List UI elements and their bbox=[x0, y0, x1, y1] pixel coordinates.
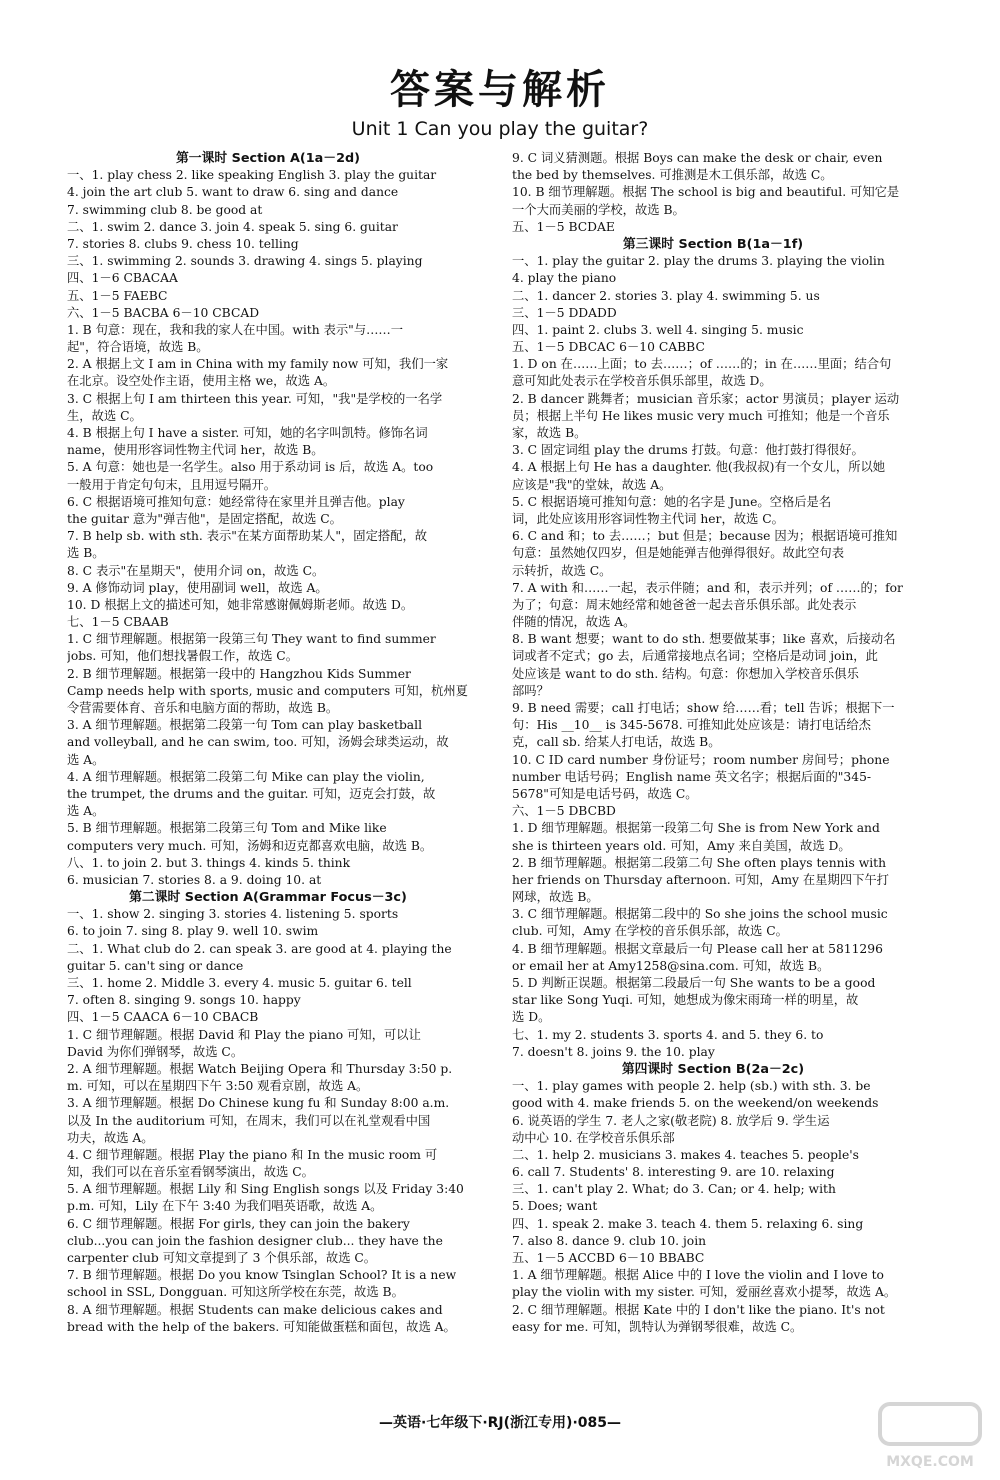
answer-line: 5. A 句意：她也是一名学生。also 用于系动词 is 后，故选 A。too bbox=[67, 460, 434, 475]
answer-line: 五、1－5 ACCBD 6－10 BBABC bbox=[512, 1251, 705, 1265]
answer-line: play the violin with my sister. 可知，爱丽丝喜欢小提琴，故选 A。 bbox=[512, 1285, 897, 1300]
answer-line: 2. A 细节理解题。根据 Watch Beijing Opera 和 Thursday 3:50 p. bbox=[67, 1061, 453, 1076]
answer-line: club. 可知，Amy 在学校的音乐俱乐部，故选 C。 bbox=[512, 924, 788, 939]
answer-line: the trumpet, the drums and the guitar. 可知，迈克会打鼓，故 bbox=[67, 786, 436, 801]
answer-line: 1. C 细节理解题。根据 David 和 Play the piano 可知，可以让 bbox=[67, 1027, 421, 1042]
answer-line: 6. to join 7. sing 8. play 9. well 10. swim bbox=[67, 924, 319, 939]
answer-line: 10. B 细节理解题。根据 The school is big and beautiful. 可知它是 bbox=[512, 185, 900, 200]
answer-line: 3. A 细节理解题。根据 Do Chinese kung fu 和 Sunday 8:00 a.m. bbox=[67, 1096, 450, 1111]
answer-line: 3. A 细节理解题。根据第二段第一句 Tom can play basketball bbox=[67, 718, 423, 733]
answer-line: 七、1. my 2. students 3. sports 4. and 5. they 6. to bbox=[512, 1027, 824, 1042]
answer-line: 家，故选 B。 bbox=[512, 426, 587, 440]
answer-line: star like Song Yuqi. 可知，她想成为像宋雨琦一样的明星，故 bbox=[512, 993, 859, 1008]
answer-line: 1. A 细节理解题。根据 Alice 中的 I love the violin and I love to bbox=[512, 1268, 884, 1283]
answer-line: 7. A with 和……一起，表示伴随；and 和，表示并列；of ……的；for bbox=[512, 580, 903, 595]
answer-line: p.m. 可知，Lily 在下午 3:40 为我们唱英语歌，故选 A。 bbox=[67, 1199, 383, 1214]
answer-line: easy for me. 可知，凯特认为弹钢琴很难，故选 C。 bbox=[512, 1319, 803, 1334]
answer-line: 二、1. help 2. musicians 3. makes 4. teaches 5. people's bbox=[512, 1147, 859, 1162]
answer-line: 6. call 7. Students' 8. interesting 9. are 10. relaxing bbox=[512, 1165, 835, 1180]
answer-line: 8. A 细节理解题。根据 Students can make delicious cakes and bbox=[67, 1302, 443, 1317]
answer-line: 一般用于肯定句句末，且用逗号隔开。 bbox=[67, 477, 277, 492]
answer-line: good with 4. make friends 5. on the weekend/on weekends bbox=[512, 1096, 879, 1111]
answer-line: 选 A。 bbox=[67, 752, 105, 767]
answer-line: 三、1. can't play 2. What; do 3. Can; or 4. help; with bbox=[512, 1182, 836, 1197]
answer-line: 1. B 句意：现在，我和我的家人在中国。with 表示"与……一 bbox=[67, 322, 404, 337]
answer-line: 选 D。 bbox=[512, 1010, 551, 1025]
answer-line: 生，故选 C。 bbox=[67, 408, 142, 423]
answer-line: 9. A 修饰动词 play，使用副词 well，故选 A。 bbox=[67, 580, 328, 595]
answer-line: 4. C 细节理解题。根据 Play the piano 和 In the music room 可 bbox=[67, 1147, 438, 1162]
answer-line: 意可知此处表示在学校音乐俱乐部里，故选 D。 bbox=[512, 374, 772, 389]
answer-line: 9. C 词义猜测题。根据 Boys can make the desk or chair, even bbox=[512, 151, 883, 165]
answer-line: 处应该是 want to do sth. 结构。句意：你想加入学校音乐俱乐 bbox=[512, 666, 859, 681]
answer-line: 二、1. swim 2. dance 3. join 4. speak 5. sing 6. guitar bbox=[67, 219, 398, 234]
answer-line: her friends on Thursday afternoon. 可知，Amy 在星期四下午打 bbox=[512, 872, 889, 887]
answer-line: 6. C and 和；to 去……；but 但是；because 因为；根据语境可推知 bbox=[512, 529, 898, 544]
watermark-text: MXQE.COM bbox=[886, 1454, 974, 1470]
answer-line: 员；根据上半句 He likes music very much 可推知；他是一个音乐 bbox=[512, 408, 890, 423]
answer-line: 句：His __10__ is 345-5678. 可推知此处应该是：请打电话给杰 bbox=[512, 718, 871, 733]
section-heading: 第四课时 Section B(2a－2c) bbox=[621, 1061, 805, 1077]
answer-line: 9. B need 需要；call 打电话；show 给……看；tell 告诉；根据下一 bbox=[512, 701, 895, 715]
answer-line: 在北京。设空处作主语，使用主格 we，故选 A。 bbox=[67, 374, 336, 389]
answer-line: or email her at Amy1258@sina.com. 可知，故选 B。 bbox=[512, 958, 830, 973]
answer-line: 五、1－5 BCDAE bbox=[512, 219, 615, 234]
answer-line: 六、1－5 DBCBD bbox=[512, 804, 616, 819]
answer-line: 网球，故选 B。 bbox=[512, 890, 599, 905]
answer-line: 4. A 根据上句 He has a daughter. 他(我叔叔)有一个女儿，所以她 bbox=[512, 460, 886, 475]
answer-line: 一、1. play games with people 2. help (sb.) with sth. 3. be bbox=[512, 1079, 871, 1094]
answer-line: 一、1. show 2. singing 3. stories 4. listening 5. sports bbox=[67, 907, 399, 922]
answer-line: 起"，符合语境，故选 B。 bbox=[67, 340, 209, 355]
answer-line: 二、1. dancer 2. stories 3. play 4. swimming 5. us bbox=[512, 288, 820, 303]
answer-line: 一个大而美丽的学校，故选 B。 bbox=[512, 202, 685, 217]
answer-line: 4. B 细节理解题。根据文章最后一句 Please call her at 5811296 bbox=[512, 941, 883, 956]
answer-line: David 为你们弹钢琴，故选 C。 bbox=[67, 1044, 244, 1059]
answer-line: 功夫，故选 A。 bbox=[67, 1130, 154, 1145]
answer-line: guitar 5. can't sing or dance bbox=[67, 958, 244, 973]
answer-line: 2. B 细节理解题。根据第一段中的 Hangzhou Kids Summer bbox=[67, 666, 411, 681]
answer-line: the guitar 意为"弹吉他"，是固定搭配，故选 C。 bbox=[67, 511, 342, 526]
answer-line: 6. 说英语的学生 7. 老人之家(敬老院) 8. 放学后 9. 学生运 bbox=[512, 1113, 830, 1128]
answer-line: 5. A 细节理解题。根据 Lily 和 Sing English songs 以及 Friday 3:40 bbox=[67, 1182, 464, 1197]
answer-line: 7. B help sb. with sth. 表示"在某方面帮助某人"，固定搭配，故 bbox=[67, 529, 428, 544]
answer-line: 7. doesn't 8. joins 9. the 10. play bbox=[512, 1044, 715, 1059]
answer-line: 5678"可知是电话号码，故选 C。 bbox=[512, 786, 698, 801]
watermark-logo bbox=[870, 1400, 990, 1470]
answer-line: 3. C 细节理解题。根据第二段中的 So she joins the school music bbox=[512, 907, 888, 922]
answer-line: 1. C 细节理解题。根据第一段第三句 They want to find summer bbox=[67, 632, 436, 647]
answer-line: the bed by themselves. 可推测是木工俱乐部，故选 C。 bbox=[512, 168, 833, 183]
answer-line: 四、1. speak 2. make 3. teach 4. them 5. relaxing 6. sing bbox=[512, 1216, 864, 1231]
answer-line: carpenter club 可知文章提到了 3 个俱乐部，故选 C。 bbox=[67, 1251, 377, 1265]
answer-line: 词或者不定式；go 去，后通常接地点名词；空格后是动词 join，此 bbox=[512, 649, 878, 664]
answer-line: 克，call sb. 给某人打电话，故选 B。 bbox=[512, 735, 721, 750]
section-heading: 第三课时 Section B(1a－1f) bbox=[622, 236, 804, 252]
answer-line: 8. B want 想要；want to do sth. 想要做某事；like 喜欢，后接动名 bbox=[512, 632, 896, 647]
answer-line: 3. C 固定词组 play the drums 打鼓。句意：他打鼓打得很好。 bbox=[512, 443, 864, 458]
answer-line: m. 可知，可以在星期四下午 3:50 观看京剧，故选 A。 bbox=[67, 1079, 369, 1094]
answer-line: number 电话号码；English name 英文名字；根据后面的"345- bbox=[512, 769, 872, 784]
answer-line: 示转折，故选 C。 bbox=[512, 563, 612, 578]
answer-line: club...you can join the fashion designer club... they have the bbox=[67, 1233, 443, 1248]
answer-line: 一、1. play the guitar 2. play the drums 3. playing the violin bbox=[512, 254, 885, 269]
answer-line: 7. stories 8. clubs 9. chess 10. telling bbox=[67, 236, 299, 251]
section-heading: 第二课时 Section A(Grammar Focus－3c) bbox=[129, 890, 407, 906]
answer-line: 七、1－5 CBAAB bbox=[67, 615, 169, 630]
section-heading: 第一课时 Section A(1a－2d) bbox=[176, 151, 360, 166]
answer-line: 4. play the piano bbox=[512, 271, 617, 286]
answer-line: Camp needs help with sports, music and computers 可知，杭州夏 bbox=[67, 683, 468, 698]
answer-line: 1. D 细节理解题。根据第一段第二句 She is from New York and bbox=[512, 821, 880, 836]
answer-line: 选 A。 bbox=[67, 804, 105, 819]
answer-line: 四、1－6 CBACAA bbox=[67, 271, 178, 286]
answer-line: 6. C 细节理解题。根据 For girls, they can join the bakery bbox=[67, 1216, 410, 1231]
answer-line: 四、1. paint 2. clubs 3. well 4. singing 5. music bbox=[512, 322, 804, 337]
answer-line: 2. C 细节理解题。根据 Kate 中的 I don't like the piano. It's not bbox=[512, 1302, 885, 1317]
answer-line: 三、1－5 DDADD bbox=[512, 305, 617, 320]
answer-line: 以及 In the auditorium 可知，在周末，我们可以在礼堂观看中国 bbox=[67, 1113, 431, 1128]
answer-line: 6. musician 7. stories 8. a 9. doing 10. at bbox=[67, 872, 322, 887]
answer-line: and volleyball, and he can swim, too. 可知，汤姆会球类运动，故 bbox=[67, 735, 449, 750]
answer-line: 令营需要体育、音乐和电脑方面的帮助，故选 B。 bbox=[67, 701, 339, 715]
answer-line: 2. B 细节理解题。根据第二段第二句 She often plays tennis with bbox=[512, 855, 887, 870]
answer-line: 5. B 细节理解题。根据第二段第三句 Tom and Mike like bbox=[67, 821, 387, 836]
answer-line: 5. Does; want bbox=[512, 1199, 598, 1214]
answer-line: 应该是"我"的堂妹，故选 A。 bbox=[512, 477, 672, 492]
answer-line: 动中心 10. 在学校音乐俱乐部 bbox=[512, 1130, 675, 1145]
answer-line: 4. join the art club 5. want to draw 6. sing and dance bbox=[67, 185, 399, 200]
answer-line: 五、1－5 DBCAC 6－10 CABBC bbox=[512, 340, 705, 355]
answer-line: 伴随的情况，故选 A。 bbox=[512, 615, 636, 630]
answer-line: 句意：虽然她仅四岁，但是她能弹吉他弹得很好。故此空句表 bbox=[512, 546, 845, 561]
answer-line: 一、1. play chess 2. like speaking English 3. play the guitar bbox=[67, 168, 437, 183]
answer-line: 7. also 8. dance 9. club 10. join bbox=[512, 1233, 707, 1248]
answer-line: 5. D 判断正误题。根据第二段最后一句 She wants to be a good bbox=[512, 976, 876, 990]
answer-line: 1. D on 在……上面；to 去……；of ……的；in 在……里面；结合句 bbox=[512, 357, 892, 372]
page-footer: —英语·七年级下·RJ(浙江专用)·085— bbox=[379, 1415, 621, 1431]
answer-line: 五、1－5 FAEBC bbox=[67, 288, 168, 303]
answer-line: 5. C 根据语境可推知句意：她的名字是 June。空格后是名 bbox=[512, 494, 832, 509]
answer-line: 7. often 8. singing 9. songs 10. happy bbox=[67, 993, 301, 1008]
left-column bbox=[67, 150, 469, 1336]
answer-line: 7. swimming club 8. be good at bbox=[67, 202, 263, 217]
answer-line: 7. B 细节理解题。根据 Do you know Tsinglan School? It is a new bbox=[67, 1268, 457, 1283]
answer-line: 4. A 细节理解题。根据第二段第二句 Mike can play the violin, bbox=[67, 769, 425, 784]
answer-line: 词，此处应该用形容词性物主代词 her，故选 C。 bbox=[512, 511, 784, 526]
answer-line: 6. C 根据语境可推知句意：她经常待在家里并且弹吉他。play bbox=[67, 494, 405, 509]
unit-title: Unit 1 Can you play the guitar? bbox=[351, 118, 649, 140]
answer-line: 八、1. to join 2. but 3. things 4. kinds 5. think bbox=[67, 855, 351, 870]
answer-line: 3. C 根据上句 I am thirteen this year. 可知，"我"是学校的一名学 bbox=[67, 391, 443, 406]
right-column bbox=[512, 150, 914, 1336]
answer-line: she is thirteen years old. 可知，Amy 来自美国，故选 D。 bbox=[512, 838, 851, 853]
answer-line: school in SSL, Dongguan. 可知这所学校在东莞，故选 B。 bbox=[67, 1285, 404, 1300]
answer-line: 三、1. swimming 2. sounds 3. drawing 4. sings 5. playing bbox=[67, 254, 423, 269]
answer-line: 8. C 表示"在星期天"，使用介词 on，故选 C。 bbox=[67, 563, 325, 578]
answer-line: 选 B。 bbox=[67, 546, 105, 561]
answer-line: 三、1. home 2. Middle 3. every 4. music 5. guitar 6. tell bbox=[67, 976, 412, 990]
answer-line: 六、1－5 BACBA 6－10 CBCAD bbox=[67, 305, 260, 320]
answer-line: 为了；句意：周末她经常和她爸爸一起去音乐俱乐部。此处表示 bbox=[512, 597, 857, 612]
answer-line: 4. B 根据上句 I have a sister. 可知，她的名字叫凯特。修饰名词 bbox=[67, 426, 428, 440]
answer-line: 四、1－5 CAACA 6－10 CBACB bbox=[67, 1010, 259, 1025]
answer-line: 部吗？ bbox=[512, 683, 549, 698]
answer-line: 10. C ID card number 身份证号；room number 房间号；phone bbox=[512, 752, 890, 767]
answer-line: 2. B dancer 跳舞者；musician 音乐家；actor 男演员；player 运动 bbox=[512, 391, 900, 406]
answer-line: computers very much. 可知，汤姆和迈克都喜欢电脑，故选 B。 bbox=[67, 838, 433, 853]
page-title: 答案与解析 bbox=[390, 67, 610, 113]
answer-line: bread with the help of the bakers. 可知能做蛋糕和面包，故选 A。 bbox=[67, 1319, 456, 1334]
answer-line: name，使用形容词性物主代词 her，故选 B。 bbox=[67, 443, 324, 458]
answer-line: 10. D 根据上文的描述可知，她非常感谢佩姆斯老师。故选 D。 bbox=[67, 597, 414, 612]
answer-line: 知，我们可以在音乐室看钢琴演出，故选 C。 bbox=[67, 1165, 314, 1180]
answer-line: jobs. 可知，他们想找暑假工作，故选 C。 bbox=[67, 649, 298, 664]
answer-line: 2. A 根据上文 I am in China with my family now 可知，我们一家 bbox=[67, 357, 449, 372]
answer-line: 二、1. What club do 2. can speak 3. are good at 4. playing the bbox=[67, 941, 452, 956]
